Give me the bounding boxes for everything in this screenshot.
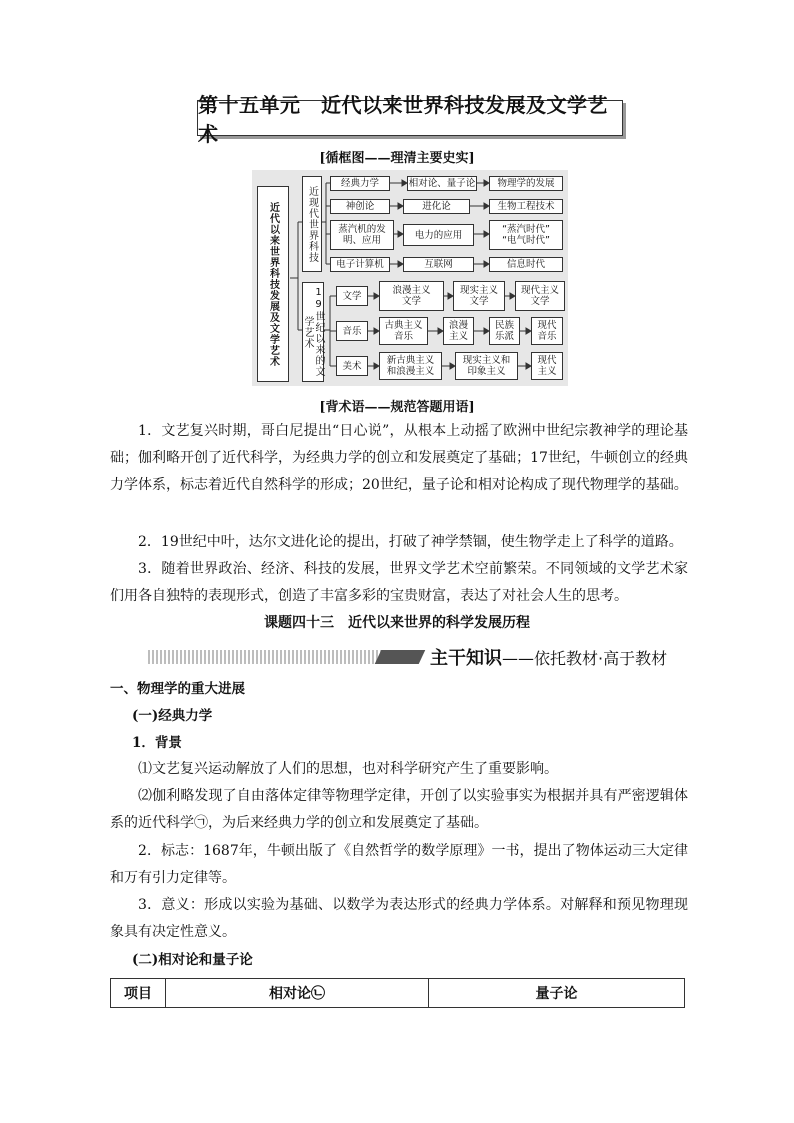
node-steam-engine: 蒸汽机的发明、应用: [330, 220, 394, 250]
subsection-classical-mechanics: (一)经典力学: [132, 708, 213, 724]
item-background-a: ⑴文艺复兴运动解放了人们的思想，也对科学研究产生了重要影响。: [138, 761, 558, 777]
node-literature: 文学: [336, 286, 368, 306]
node-modern-music: 现代 音乐: [531, 317, 563, 345]
node-relativity-quantum: 相对论、量子论: [408, 178, 476, 189]
node-bioengineering: 生物工程技术: [489, 199, 563, 214]
node-realist-literature: 现实主义 文学: [453, 281, 505, 311]
banner-main: 主干知识: [430, 648, 502, 669]
node-modernist-literature: 现代主义 文学: [515, 281, 565, 311]
node-national-school: 民族 乐派: [489, 317, 520, 345]
section-banner: [148, 647, 688, 669]
node-realist-impressionist: 现实主义和 印象主义: [455, 352, 518, 380]
node-neoclassical-romantic: 新古典主义 和浪漫主义: [379, 352, 442, 380]
banner-text: [430, 644, 667, 670]
diagram-root: 近代以来世界科技发展及文学艺术: [257, 186, 289, 382]
table-header-item: 项目: [111, 979, 166, 1008]
lesson-title: 课题四十三 近代以来世界的科学发展历程: [264, 615, 530, 631]
term-paragraph-1: 1．文艺复兴时期，哥白尼提出“日心说”，从根本上动摇了欧洲中世纪宗教神学的理论基础；伽利略开创了近代科学，为经典力学的创立和发展奠定了基础；17世纪，牛顿创立的经典力学体系，标志着近代自然科学的形成；20世纪，量子论和相对论构成了现代物理学的基础。: [110, 423, 688, 493]
node-electricity: 电力的应用: [403, 224, 474, 246]
item-background-b: ⑵伽利略发现了自由落体定律等物理学定律，开创了以实验事实为根据并具有严密逻辑体系的近代科学㉠，为后来经典力学的创立和发展奠定了基础。: [110, 788, 688, 831]
node-steam-electric-age: “蒸汽时代” “电气时代”: [489, 220, 563, 250]
node-internet: 互联网: [403, 257, 474, 272]
node-computer: 电子计算机: [330, 257, 390, 272]
section-physics: 一、物理学的重大进展: [110, 681, 245, 697]
knowledge-diagram: [252, 170, 568, 386]
terms-heading: [背术语——规范答题用语]: [319, 400, 475, 415]
table-header-relativity: 相对论㉡: [166, 979, 429, 1008]
item-marker: 2．标志：1687年，牛顿出版了《自然哲学的数学原理》一书，提出了物体运动三大定律和万有引力定律等。: [110, 843, 688, 886]
diagram-heading: [循框图——理清主要史实]: [319, 151, 475, 166]
item-background: 1．背景: [132, 735, 182, 751]
node-modernism-art: 现代 主义: [531, 352, 563, 380]
node-classical-mechanics: 经典力学: [330, 176, 390, 191]
node-information-age: 信息时代: [489, 257, 563, 272]
term-paragraph-2: 2．19世纪中叶，达尔文进化论的提出，打破了神学禁锢，使生物学走上了科学的道路。: [138, 534, 683, 550]
node-classical-music: 古典主义 音乐: [379, 317, 428, 345]
table-header-row: [111, 979, 685, 1008]
banner-slash: [375, 650, 426, 664]
diagram-branch-arts: 19世纪以来的文学艺术: [302, 282, 324, 382]
node-romantic-music: 浪漫 主义: [443, 317, 474, 345]
node-evolution: 进化论: [403, 199, 470, 214]
subsection-relativity-quantum: (二)相对论和量子论: [132, 952, 253, 968]
node-romantic-literature: 浪漫主义 文学: [379, 281, 444, 311]
node-music: 音乐: [336, 321, 368, 341]
node-physics-development: 物理学的发展: [489, 176, 563, 191]
item-significance: 3．意义：形成以实验为基础、以数学为表达形式的经典力学体系。对解释和预见物理现象具有决定性意义。: [110, 897, 688, 940]
node-creationism: 神创论: [330, 199, 390, 214]
unit-title: 第十五单元 近代以来世界科技发展及文学艺术: [197, 100, 623, 136]
node-fine-arts: 美术: [336, 356, 368, 376]
table-header-quantum: 量子论: [429, 979, 685, 1008]
comparison-table: [110, 978, 685, 1008]
term-paragraph-3: 3．随着世界政治、经济、科技的发展，世界文学艺术空前繁荣。不同领域的文学艺术家们用各自独特的表现形式，创造了丰富多彩的宝贵财富，表达了对社会人生的思考。: [110, 561, 688, 604]
diagram-branch-science: 近现代世界科技: [302, 176, 322, 272]
banner-sub: ——依托教材·高于教材: [502, 649, 668, 668]
